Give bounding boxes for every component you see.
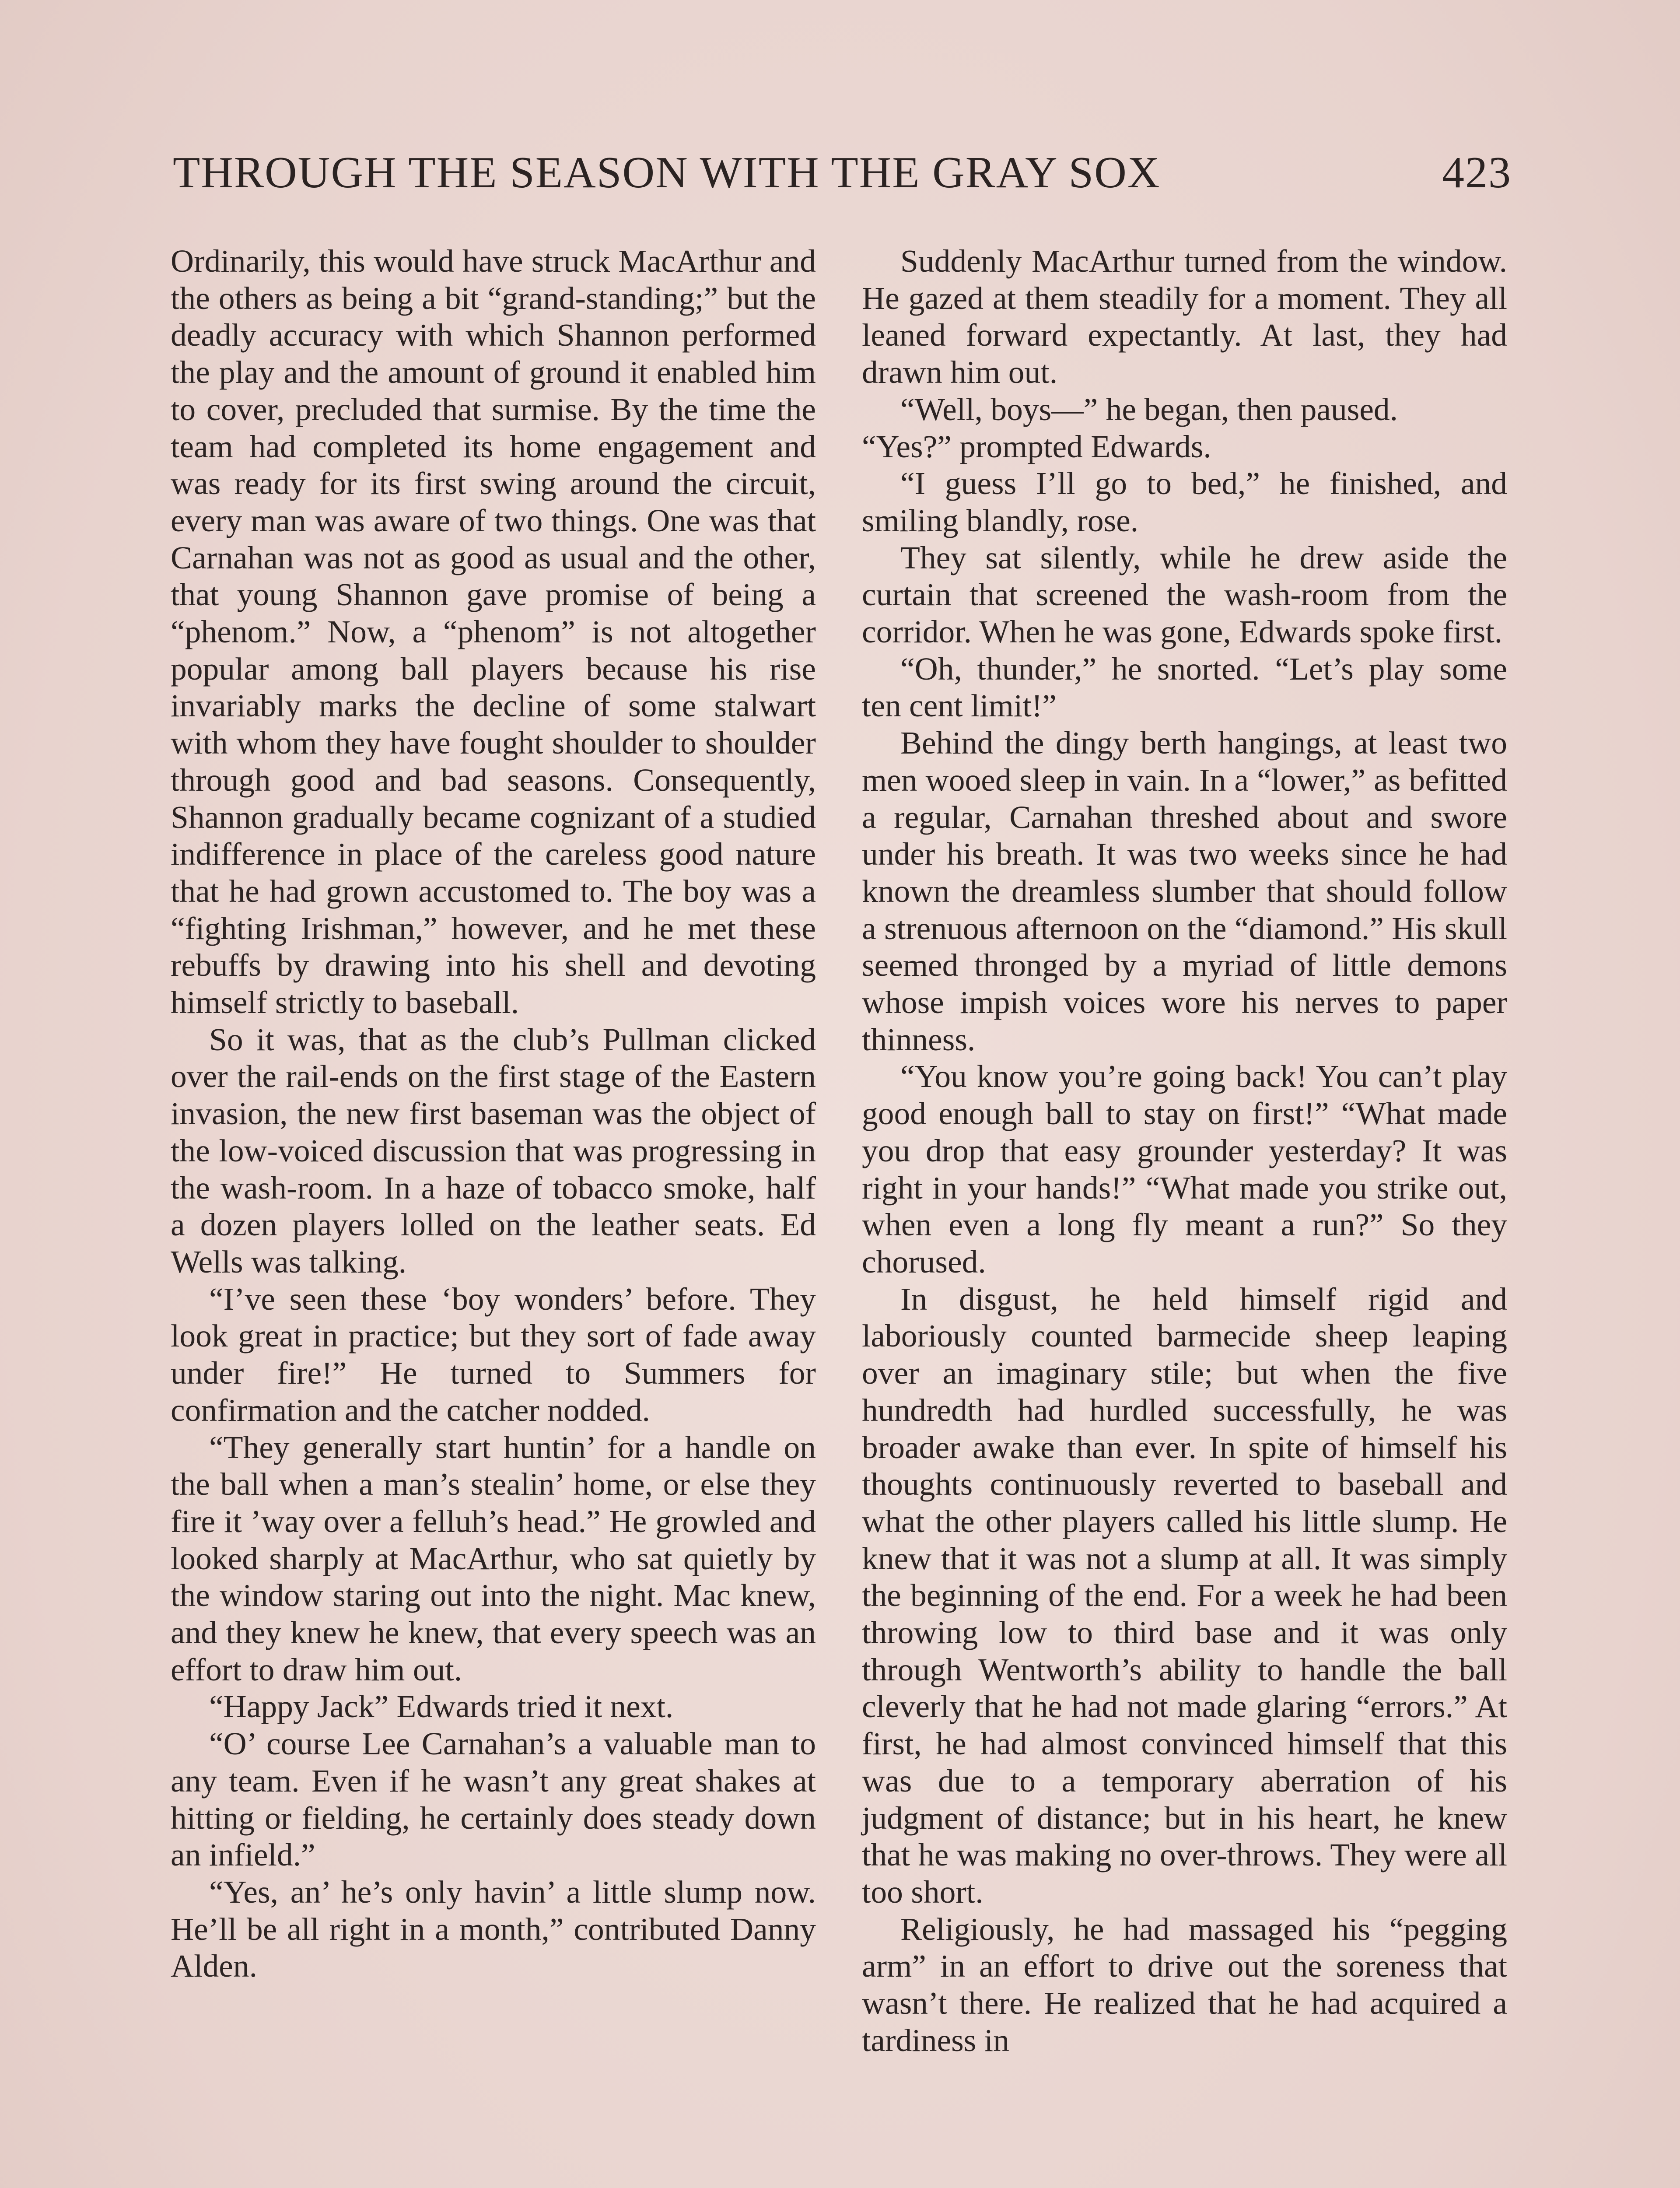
paragraph: In disgust, he held himself rigid and laboriously counted barmecide sheep leaping over an imaginary stile; but when the five hundredth had hurdled successfully, he was broader awake than ever. In spite of himself his thoughts continuously reverted to baseball and what the other players called his little slump. He knew that it was not a slump at all. It was simply the beginning of the end. For a week he had been throwing low to third base and it was only through Wentworth’s ability to handle the ball cleverly that he had not made glaring “errors.” At first, he had almost convinced himself that this was due to a temporary aberration of his judgment of distance; but in his heart, he knew that he was making no over-throws. They were all too short. xyxy=(862,1281,1507,1910)
running-header xyxy=(173,147,1512,199)
paragraph: “O’ course Lee Carnahan’s a valuable man to any team. Even if he wasn’t any great shakes at hitting or fielding, he certainly does steady down an infield.” xyxy=(171,1726,816,1873)
paragraph: Ordinarily, this would have struck MacArthur and the others as being a bit “grand-standing;” but the deadly accuracy with which Shannon performed the play and the amount of ground it enabled him to cover, precluded that surmise. By the time the team had completed its home engagement and was ready for its first swing around the circuit, every man was aware of two things. One was that Carnahan was not as good as usual and the other, that young Shannon gave promise of being a “phenom.” Now, a “phenom” is not altogether popular among ball players because his rise invariably marks the decline of some stalwart with whom they have fought shoulder to shoulder through good and bad seasons. Consequently, Shannon gradually became cognizant of a studied indifference in place of the careless good nature that he had grown accustomed to. The boy was a “fighting Irishman,” however, and he met these rebuffs by drawing into his shell and devoting himself strictly to baseball. xyxy=(171,243,816,1020)
paragraph: So it was, that as the club’s Pullman clicked over the rail-ends on the first stage of the Eastern invasion, the new first baseman was the object of the low-voiced discussion that was progressing in the wash-room. In a haze of tobacco smoke, half a dozen players lolled on the leather seats. Ed Wells was talking. xyxy=(171,1021,816,1280)
right-column xyxy=(862,243,1507,2059)
paragraph: “You know you’re going back! You can’t play good enough ball to stay on first!” “What made you drop that easy grounder yesterday? It was right in your hands!” “What made you strike out, when even a long fly meant a run?” So they chorused. xyxy=(862,1059,1507,1280)
paragraph: “I’ve seen these ‘boy wonders’ before. They look great in practice; but they sort of fade away under fire!” He turned to Summers for confirmation and the catcher nodded. xyxy=(171,1281,816,1428)
paragraph: “Well, boys—” he began, then paused. xyxy=(900,391,1398,427)
paragraph: “Oh, thunder,” he snorted. “Let’s play some ten cent limit!” xyxy=(862,651,1507,724)
paragraph: “Yes, an’ he’s only havin’ a little slump now. He’ll be all right in a month,” contributed Danny Alden. xyxy=(171,1874,816,1984)
paragraph: “Happy Jack” Edwards tried it next. xyxy=(209,1689,674,1725)
left-column xyxy=(171,243,816,1985)
page-number: 423 xyxy=(1442,148,1512,197)
paragraph: “Yes?” prompted Edwards. xyxy=(862,428,1211,464)
running-title: THROUGH THE SEASON WITH THE GRAY SOX xyxy=(173,148,1161,197)
paragraph: “I guess I’ll go to bed,” he finished, and smiling blandly, rose. xyxy=(862,466,1507,538)
paragraph: “They generally start huntin’ for a handle on the ball when a man’s stealin’ home, or else they fire it ’way over a felluh’s head.” He growled and looked sharply at MacArthur, who sat quietly by the window staring out into the night. Mac knew, and they knew he knew, that every speech was an effort to draw him out. xyxy=(171,1429,816,1687)
paragraph: They sat silently, while he drew aside the curtain that screened the wash-room from the corridor. When he was gone, Edwards spoke first. xyxy=(862,540,1507,650)
paragraph: Behind the dingy berth hangings, at least two men wooed sleep in vain. In a “lower,” as befitted a regular, Carnahan threshed about and swore under his breath. It was two weeks since he had known the dreamless slumber that should follow a strenuous afternoon on the “diamond.” His skull seemed thronged by a myriad of little demons whose impish voices wore his nerves to paper thinness. xyxy=(862,725,1507,1057)
paragraph: Religiously, he had massaged his “pegging arm” in an effort to drive out the soreness that wasn’t there. He realized that he had acquired a tardiness in xyxy=(862,1911,1507,2058)
paragraph: Suddenly MacArthur turned from the window. He gazed at them steadily for a moment. They all leaned forward expectantly. At last, they had drawn him out. xyxy=(862,243,1507,390)
